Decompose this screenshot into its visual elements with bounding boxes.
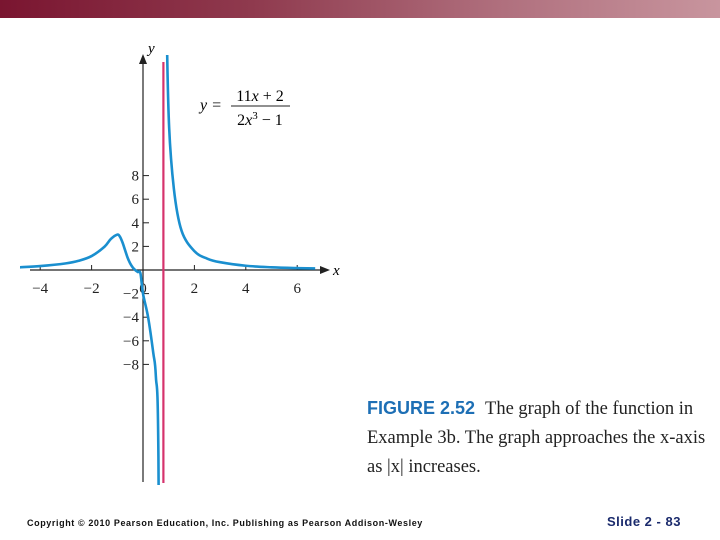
y-tick-label: −8 xyxy=(123,357,139,374)
figure-caption-text: The graph of the function in Example 3b. The graph approaches the x-axis as |x| increases. xyxy=(367,399,706,477)
copyright-notice: Copyright © 2010 Pearson Education, Inc. Publishing as Pearson Addison-Wesley xyxy=(27,518,423,528)
x-tick-label: 6 xyxy=(293,281,301,297)
equation-denominator: $2x^3 - 1$ xyxy=(237,110,283,129)
x-axis-label: x xyxy=(333,263,340,279)
x-tick-label: −2 xyxy=(83,281,100,297)
x-tick-label: 0 xyxy=(139,281,147,297)
equation-numerator: 11x + 2 xyxy=(236,88,284,105)
y-tick-label: −2 xyxy=(123,286,139,303)
x-axis-arrow xyxy=(320,266,330,274)
curve-right-branch xyxy=(165,0,315,268)
y-tick-label: 8 xyxy=(131,168,139,185)
figure-label: FIGURE 2.52 xyxy=(367,398,476,418)
slide-number: Slide 2 - 83 xyxy=(607,514,681,529)
y-axis-label: y xyxy=(148,41,155,57)
y-tick-label: 6 xyxy=(131,192,139,209)
equation-label xyxy=(198,88,290,129)
y-tick-label: 2 xyxy=(131,239,139,256)
x-tick-label: 4 xyxy=(242,281,250,297)
y-axis-arrow xyxy=(139,54,147,64)
x-tick-label: 2 xyxy=(190,281,199,297)
y-tick-label: 4 xyxy=(131,215,139,232)
equation-lhs: y = xyxy=(200,97,222,114)
x-tick-label: −4 xyxy=(32,281,49,297)
y-tick-label: −6 xyxy=(123,333,139,350)
figure-caption xyxy=(367,394,707,482)
y-tick-label: −4 xyxy=(123,310,139,327)
